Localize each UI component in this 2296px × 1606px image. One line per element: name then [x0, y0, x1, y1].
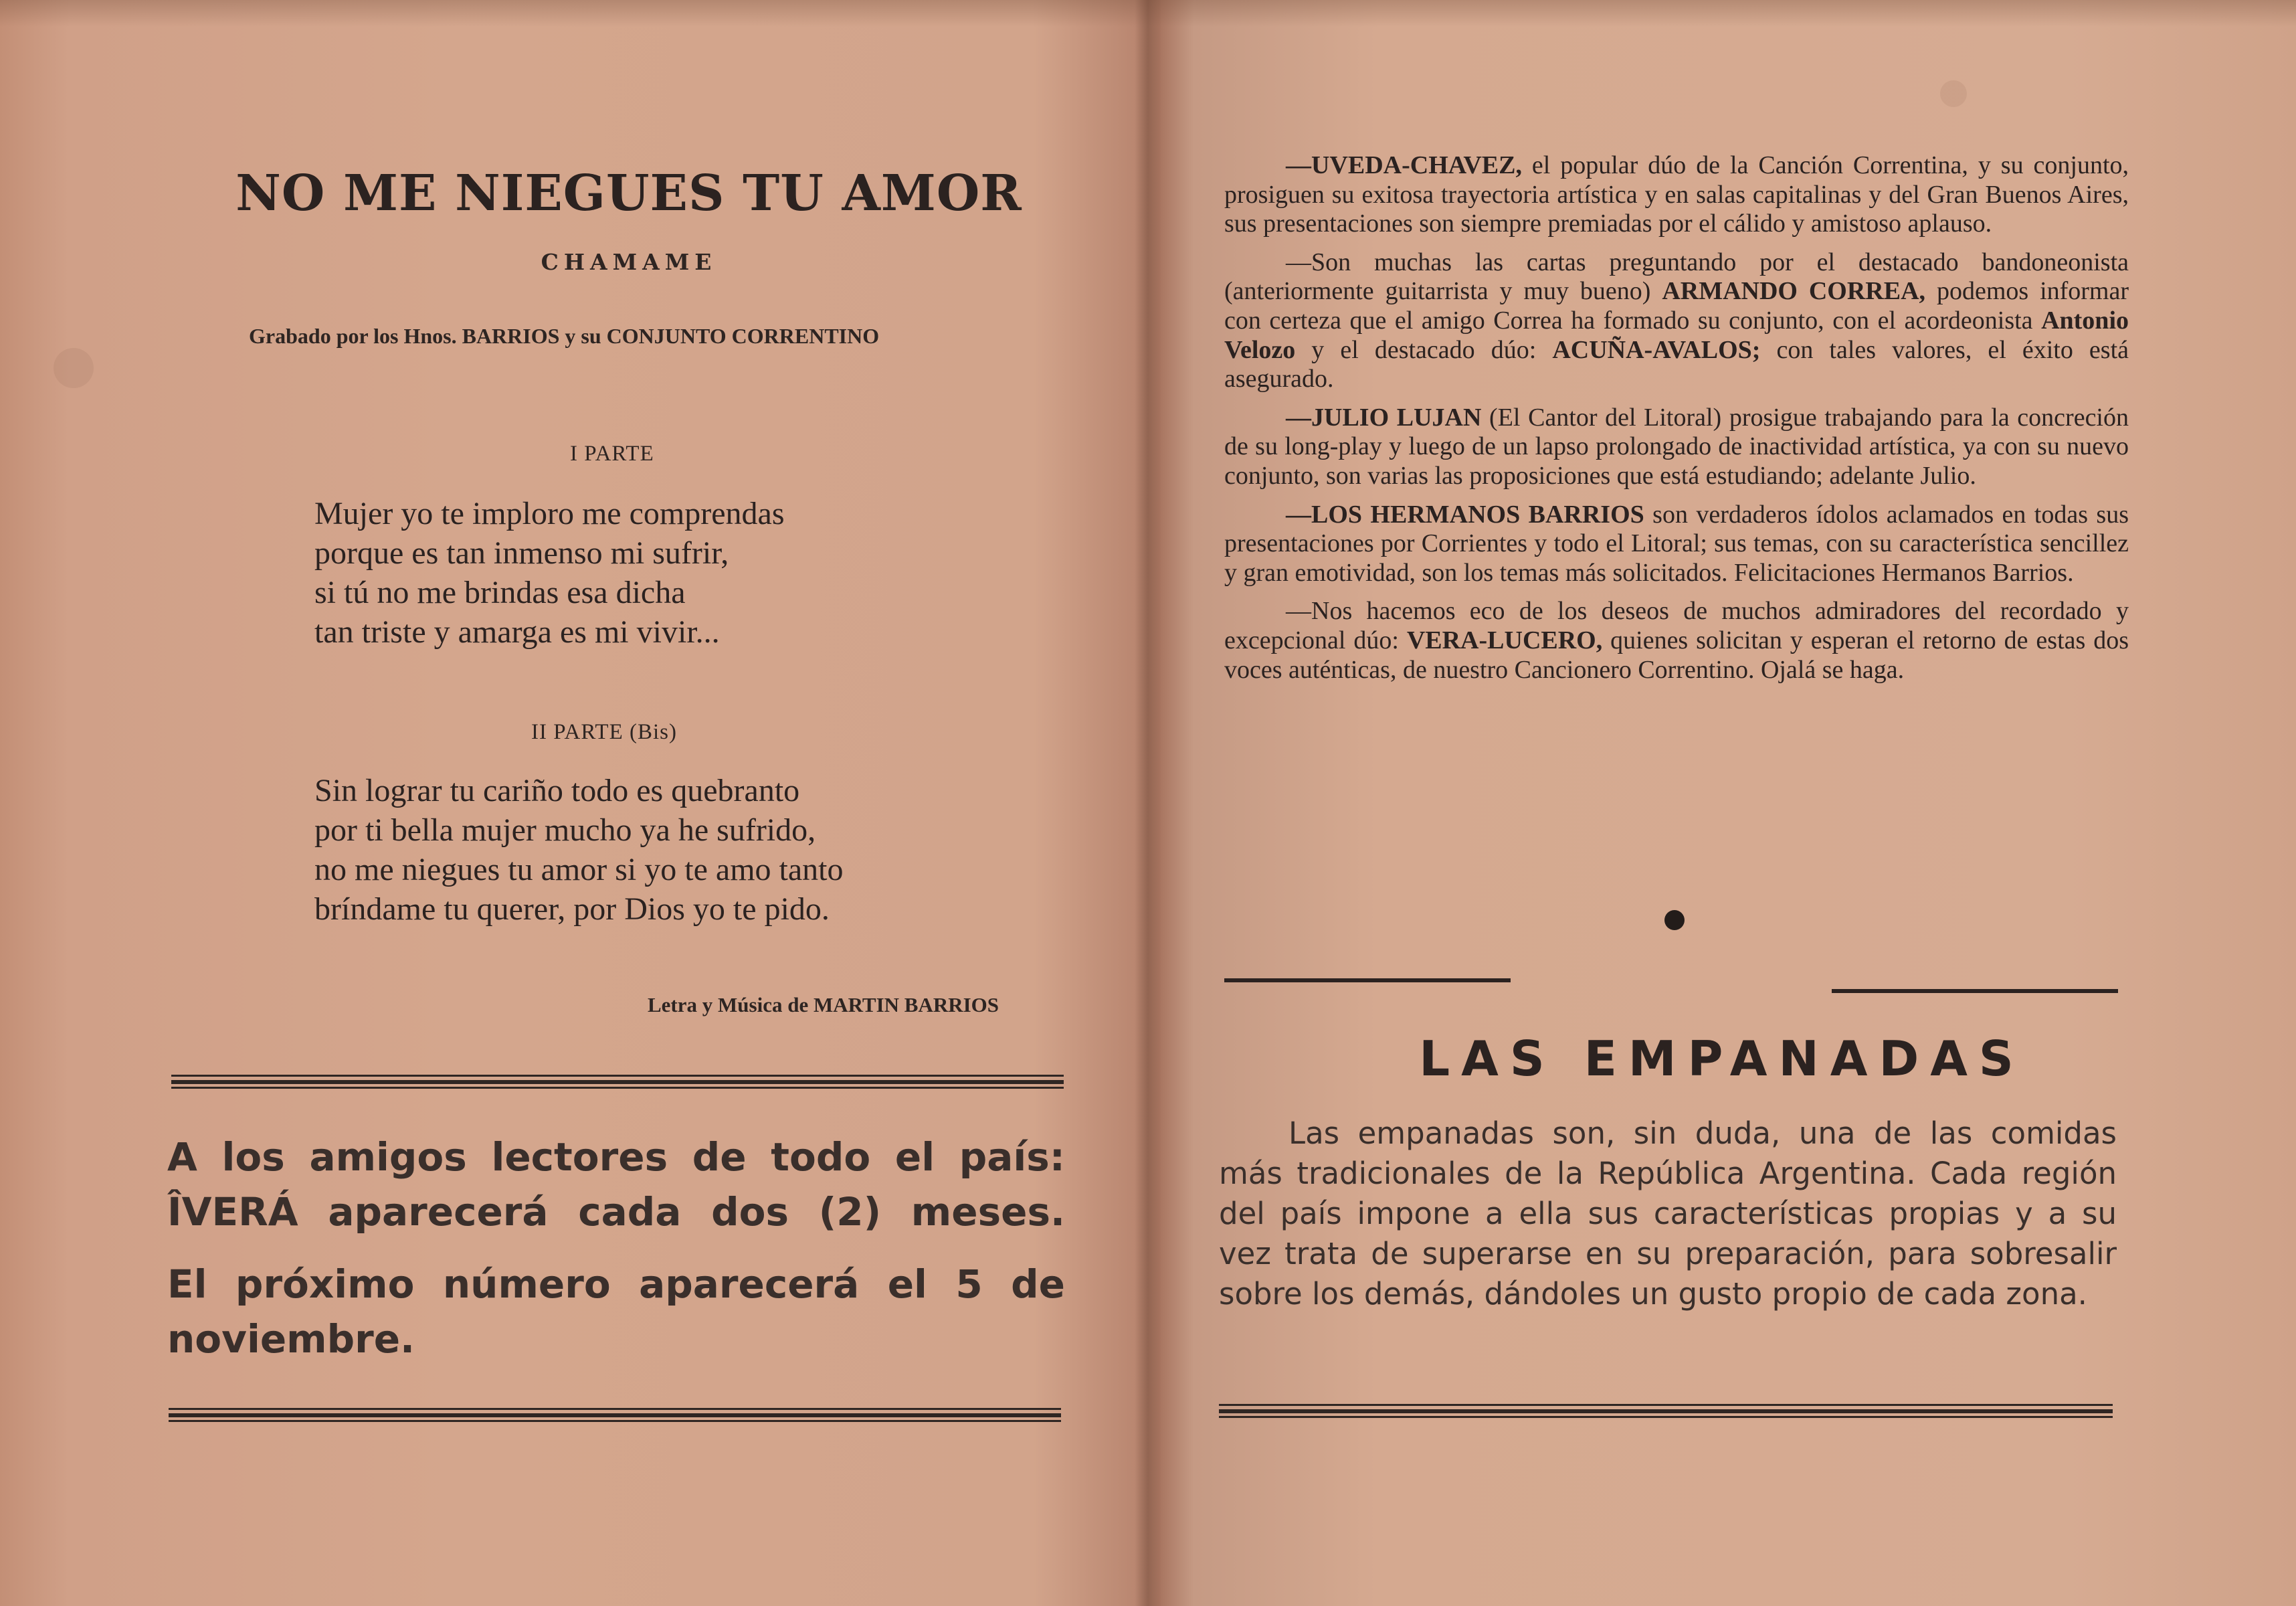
divider-rule [171, 1075, 1064, 1089]
news-lead: —JULIO LUJAN [1286, 403, 1482, 432]
news-item-armando-correa [1224, 248, 2129, 394]
lyric-line: no me niegues tu amor si yo te amo tanto [314, 852, 844, 887]
part-two-label: II PARTE (Bis) [531, 720, 677, 744]
lyric-line: Sin lograr tu cariño todo es quebranto [314, 773, 800, 808]
divider-rule [1832, 989, 2118, 993]
news-text: —Son muchas las cartas preguntando por el destacado bandoneonista (anteriormente guitarrista y muy bueno) [1224, 248, 2129, 306]
news-lead: —LOS HERMANOS BARRIOS [1286, 500, 1644, 529]
section-bullet [1664, 910, 1685, 930]
empanadas-title: LAS EMPANADAS [1419, 1031, 2025, 1087]
news-text: —Nos hacemos eco de los deseos de muchos admiradores del recordado y excepcional dúo: [1224, 597, 2129, 654]
divider-rule [169, 1408, 1061, 1423]
news-highlight: Antonio Velozo [1224, 306, 2129, 364]
news-text: (El Cantor del Litoral) prosigue trabajando para la concreción de su long-play y luego de un lapso prolongado de inactividad artística, ya con su nuevo conjunto, son varias las proposiciones que está estudiando; adelante Julio. [1224, 403, 2129, 490]
song-genre: CHAMAME [541, 249, 717, 275]
news-text: y el destacado dúo: [1295, 335, 1553, 364]
part-one-label: I PARTE [570, 442, 654, 466]
news-item-julio-lujan [1224, 404, 2129, 491]
news-item-hermanos-barrios [1224, 501, 2129, 588]
news-text: son verdaderos ídolos aclamados en todas sus presentaciones por Corrientes y todo el Litoral; sus temas, con su característica sencillez y gran emotividad, son los temas más solicitados. Felicitaciones Hermanos Barrios. [1224, 500, 2129, 587]
divider-rule [1224, 978, 1511, 982]
recorded-by-line: Grabado por los Hnos. BARRIOS y su CONJUNTO CORRENTINO [249, 324, 880, 348]
song-credit: Letra y Música de MARTIN BARRIOS [648, 993, 999, 1016]
stanza-two [314, 771, 844, 929]
divider-rule [1219, 1404, 2113, 1419]
stanza-one [314, 494, 785, 652]
lyric-line: porque es tan inmenso mi sufrir, [314, 535, 729, 571]
news-column [1224, 151, 2129, 694]
news-lead: —UVEDA-CHAVEZ, [1286, 151, 1522, 179]
news-highlight: VERA-LUCERO, [1406, 626, 1603, 654]
next-issue-notice: El próximo número aparecerá el 5 de noviembre. [167, 1261, 1065, 1362]
news-item-vera-lucero [1224, 597, 2129, 685]
lyric-line: por ti bella mujer mucho ya he sufrido, [314, 812, 816, 848]
news-text: con tales valores, el éxito está asegurado. [1224, 335, 2129, 393]
lyric-line: bríndame tu querer, por Dios yo te pido. [314, 891, 830, 927]
lyric-line: Mujer yo te imploro me comprendas [314, 496, 785, 531]
news-item-uveda-chavez [1224, 151, 2129, 239]
news-highlight: ACUÑA-AVALOS; [1552, 335, 1761, 364]
news-text: quienes solicitan y esperan el retorno de estas dos voces auténticas, de nuestro Cancionero Correntino. Ojalá se haga. [1224, 626, 2129, 684]
reader-notice: A los amigos lectores de todo el país: ÎVERÁ aparecerá cada dos (2) meses. [167, 1134, 1065, 1235]
song-title: NO ME NIEGUES TU AMOR [235, 165, 1022, 222]
empanadas-body: Las empanadas son, sin duda, una de las comidas más tradicionales de la República Argentina. Cada región del país impone a ella sus características propias y a su vez trata de superarse en su preparación, para sobresalir sobre los demás, dándoles un gusto propio de cada zona. [1219, 1116, 2117, 1312]
news-text: el popular dúo de la Canción Correntina, y su conjunto, prosiguen su exitosa trayectoria artística y en salas capitalinas y del Gran Buenos Aires, sus presentaciones son siempre premiadas por el cálido y amistoso aplauso. [1224, 151, 2129, 238]
news-highlight: ARMANDO CORREA, [1662, 277, 1926, 306]
lyric-line: si tú no me brindas esa dicha [314, 575, 686, 610]
lyric-line: tan triste y amarga es mi vivir... [314, 614, 720, 650]
news-text: podemos informar con certeza que el amigo Correa ha formado su conjunto, con el acordeonista [1224, 277, 2129, 335]
